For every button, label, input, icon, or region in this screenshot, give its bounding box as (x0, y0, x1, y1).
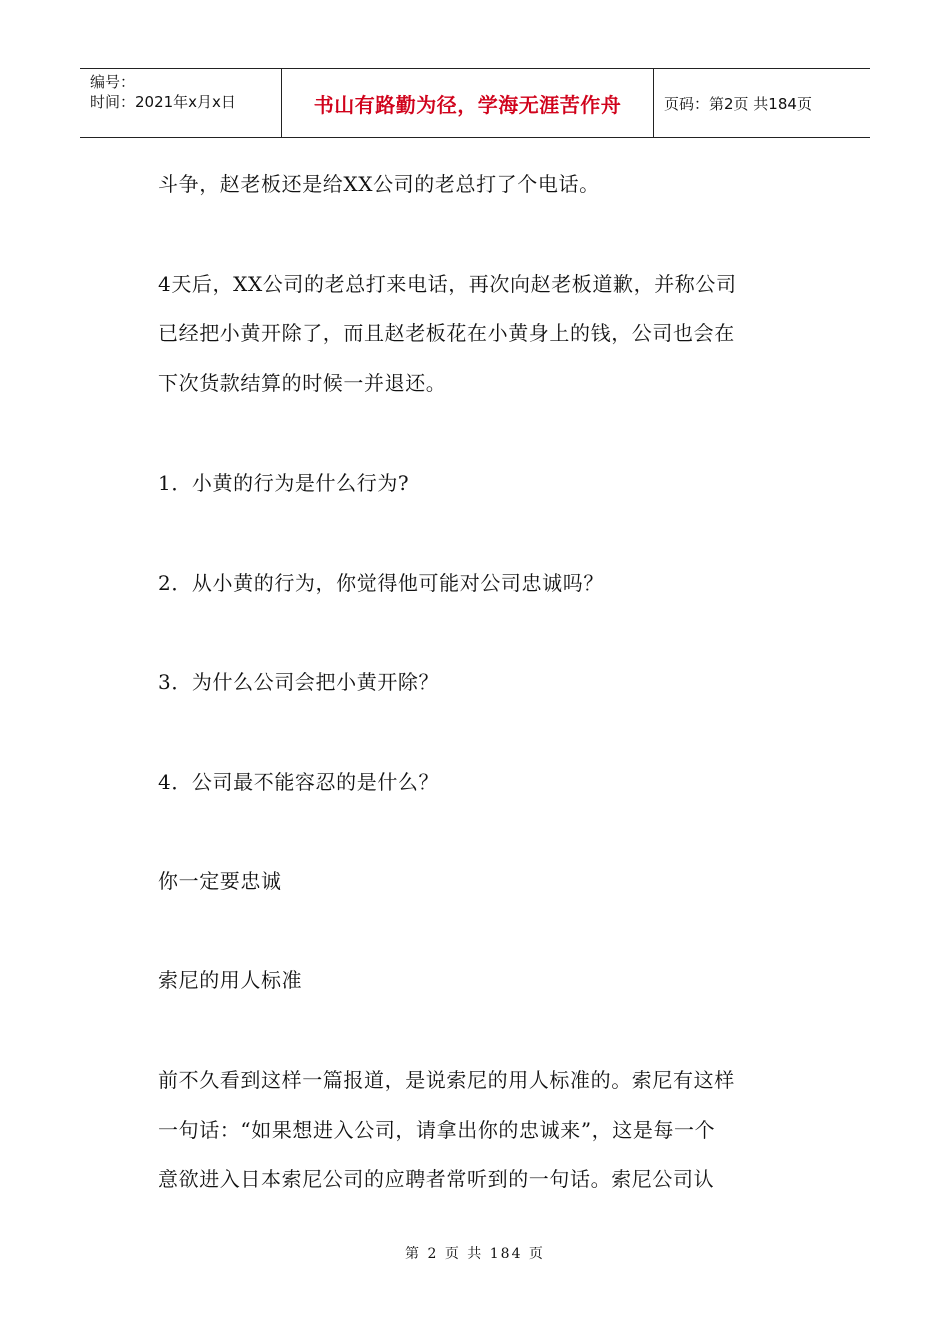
paragraph-line: 下次货款结算的时候一并退还。 (158, 371, 447, 395)
section-heading: 索尼的用人标准 (158, 968, 303, 992)
section-heading: 你一定要忠诚 (158, 869, 282, 893)
header-page-info: 页码：第2页 共184页 (664, 94, 812, 113)
paragraph-line: 前不久看到这样一篇报道，是说索尼的用人标准的。索尼有这样 (158, 1068, 735, 1092)
paragraph-line: 斗争，赵老板还是给XX公司的老总打了个电话。 (158, 172, 600, 196)
paragraph-line: 意欲进入日本索尼公司的应聘者常听到的一句话。索尼公司认 (158, 1167, 715, 1191)
document-date-label: 时间：2021年x月x日 (90, 93, 236, 111)
question-4: 4．公司最不能容忍的是什么？ (158, 770, 440, 794)
document-number-label: 编号： (90, 73, 136, 91)
paragraph-line: 4天后，XX公司的老总打来电话，再次向赵老板道歉，并称公司 (158, 272, 737, 296)
question-1: 1．小黄的行为是什么行为? (158, 471, 410, 495)
page-footer: 第 2 页 共 184 页 (405, 1246, 545, 1262)
header-motto: 书山有路勤为径，学海无涯苦作舟 (313, 92, 622, 117)
question-2: 2．从小黄的行为，你觉得他可能对公司忠诚吗？ (158, 571, 604, 595)
paragraph-line: 一句话：“如果想进入公司，请拿出你的忠诚来”，这是每一个 (158, 1118, 716, 1142)
paragraph-line: 已经把小黄开除了，而且赵老板花在小黄身上的钱，公司也会在 (158, 321, 735, 345)
header-meta-cell (80, 69, 282, 137)
page-header (80, 68, 870, 138)
question-3: 3．为什么公司会把小黄开除？ (158, 670, 440, 694)
header-motto-cell (282, 69, 654, 137)
header-page-cell (654, 69, 870, 137)
